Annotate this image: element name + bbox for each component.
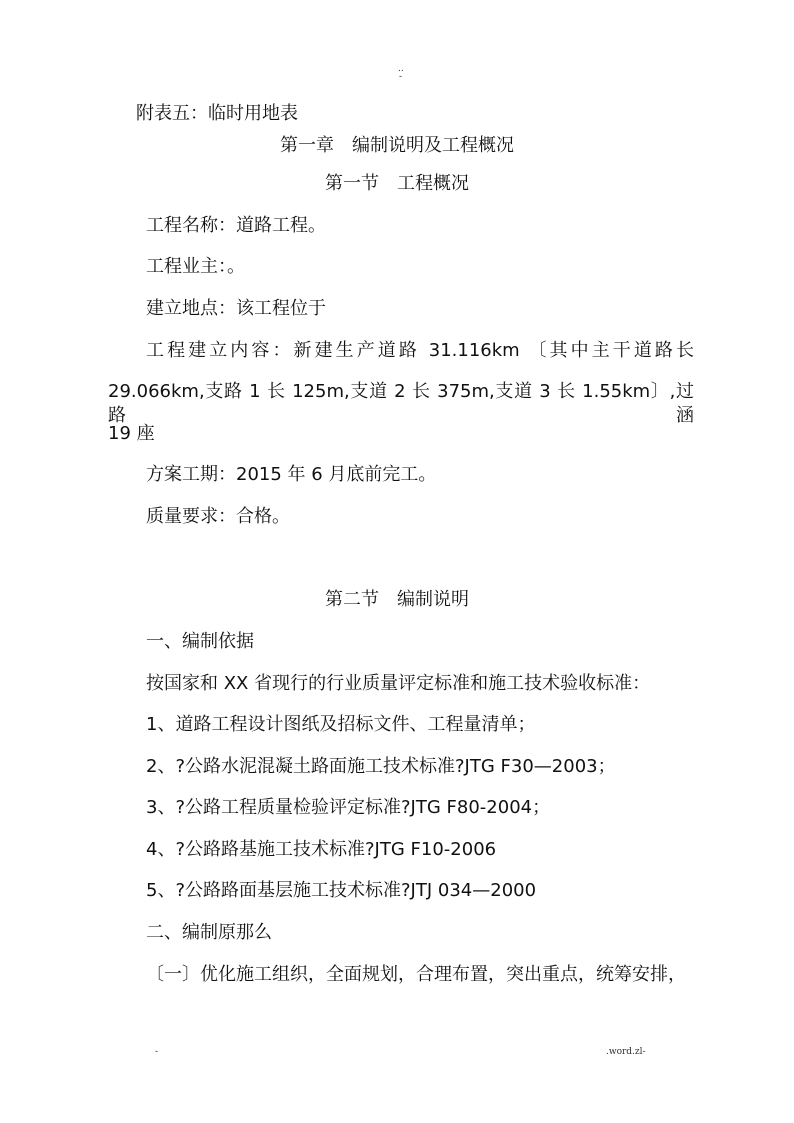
- basis-item-5: 5、?公路路面基层施工技术标准?JTJ 034—2000: [146, 880, 537, 901]
- project-owner: 工程业主：。: [146, 256, 245, 277]
- chapter-title: 第一章 编制说明及工程概况: [280, 135, 514, 156]
- project-content-line-1: 工程建立内容：新建生产道路 31.116km 〔其中主干道路长: [146, 340, 694, 361]
- project-content-line-3: 19 座: [108, 423, 155, 444]
- basis-intro: 按国家和 XX 省现行的行业质量评定标准和施工技术验收标准：: [146, 673, 651, 694]
- basis-item-4: 4、?公路路基施工技术标准?JTG F10-2006: [146, 839, 497, 860]
- project-content-line-2: 29.066km,支路 1 长 125m,支道 2 长 375m,支道 3 长 1.55km〕,过路涵: [108, 381, 694, 426]
- basis-heading: 一、编制依据: [146, 631, 254, 652]
- footer-right: .word.zl-: [606, 1047, 646, 1057]
- header-mark-top: ..: [398, 64, 404, 74]
- basis-item-3: 3、?公路工程质量检验评定标准?JTG F80-2004；: [146, 797, 551, 818]
- quality-requirement: 质量要求：合格。: [146, 506, 290, 527]
- header-mark-bottom: -: [399, 72, 403, 82]
- appendix-line: 附表五：临时用地表: [136, 103, 298, 124]
- principle-item-1: 〔一〕优化施工组织，全面规划，合理布置，突出重点，统筹安排，: [146, 964, 686, 985]
- project-name: 工程名称：道路工程。: [146, 215, 326, 236]
- section-title-2: 第二节 编制说明: [325, 589, 469, 610]
- section-title-1: 第一节 工程概况: [325, 173, 469, 194]
- basis-item-2: 2、?公路水泥混凝土路面施工技术标准?JTG F30—2003；: [146, 756, 616, 777]
- footer-left: -: [155, 1047, 159, 1057]
- basis-item-1: 1、道路工程设计图纸及招标文件、工程量清单；: [146, 714, 536, 735]
- principles-heading: 二、编制原那么: [146, 922, 272, 943]
- project-location: 建立地点：该工程位于: [146, 298, 326, 319]
- project-schedule: 方案工期：2015 年 6 月底前完工。: [146, 464, 437, 485]
